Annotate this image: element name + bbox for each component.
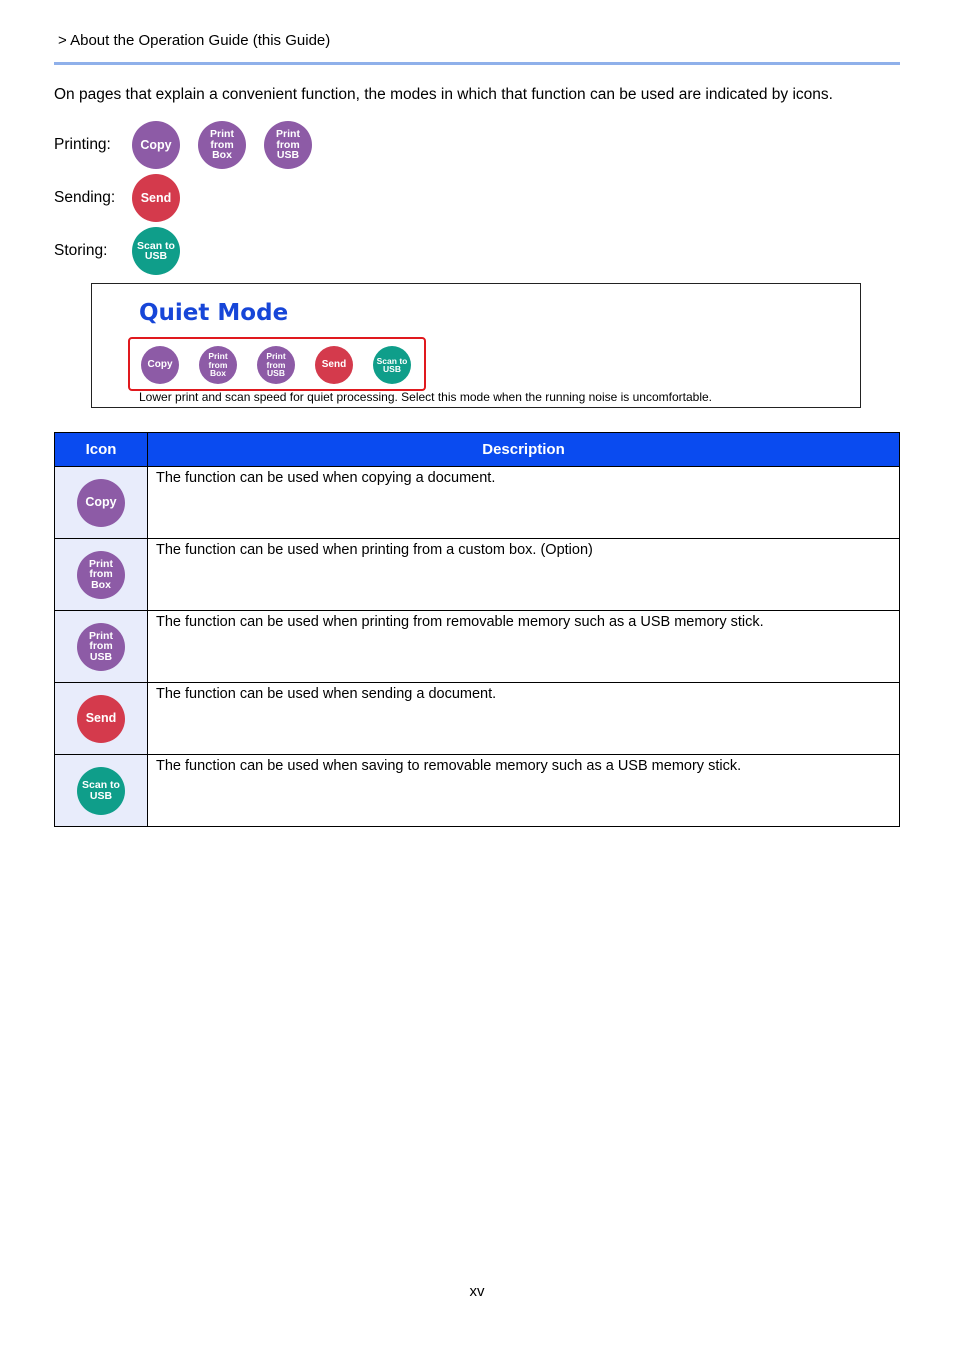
- send-icon: Send: [77, 695, 125, 743]
- print-from-usb-icon: Print from USB: [77, 623, 125, 671]
- table-row: [55, 683, 900, 755]
- printing-row: [54, 121, 312, 169]
- breadcrumb[interactable]: > About the Operation Guide (this Guide): [58, 32, 331, 49]
- storing-row: [54, 227, 180, 275]
- print-from-usb-icon: Print from USB: [264, 121, 312, 169]
- sample-box: [91, 283, 861, 408]
- print-from-box-icon: Print from Box: [198, 121, 246, 169]
- row-description: The function can be used when printing from removable memory such as a USB memory stick.: [148, 611, 900, 683]
- table-row: [55, 539, 900, 611]
- page-number: xv: [469, 1283, 485, 1300]
- print-from-box-icon: Print from Box: [199, 346, 237, 384]
- send-icon: Send: [132, 174, 180, 222]
- icon-table: [54, 432, 900, 827]
- header-rule: [54, 62, 900, 65]
- row-description: The function can be used when saving to removable memory such as a USB memory stick.: [148, 755, 900, 827]
- copy-icon: Copy: [77, 479, 125, 527]
- description-column-header: Description: [148, 433, 900, 467]
- sending-row: [54, 174, 180, 222]
- sample-description: Lower print and scan speed for quiet processing. Select this mode when the running noise is uncomfortable.: [139, 390, 712, 404]
- print-from-box-icon: Print from Box: [77, 551, 125, 599]
- table-row: [55, 755, 900, 827]
- scan-to-usb-icon: Scan to USB: [132, 227, 180, 275]
- print-from-usb-icon: Print from USB: [257, 346, 295, 384]
- intro-text: On pages that explain a convenient function, the modes in which that function can be used are indicated by icons.: [54, 86, 833, 103]
- sample-title: Quiet Mode: [139, 300, 289, 326]
- scan-to-usb-icon: Scan to USB: [373, 346, 411, 384]
- scan-to-usb-icon: Scan to USB: [77, 767, 125, 815]
- row-description: The function can be used when copying a document.: [148, 467, 900, 539]
- copy-icon: Copy: [141, 346, 179, 384]
- icon-column-header: Icon: [55, 433, 148, 467]
- sample-icons: [141, 346, 411, 384]
- storing-label: Storing:: [54, 242, 108, 259]
- table-row: [55, 611, 900, 683]
- send-icon: Send: [315, 346, 353, 384]
- row-description: The function can be used when printing from a custom box. (Option): [148, 539, 900, 611]
- copy-icon: Copy: [132, 121, 180, 169]
- row-description: The function can be used when sending a document.: [148, 683, 900, 755]
- table-row: [55, 467, 900, 539]
- printing-label: Printing:: [54, 136, 111, 153]
- sending-label: Sending:: [54, 189, 116, 206]
